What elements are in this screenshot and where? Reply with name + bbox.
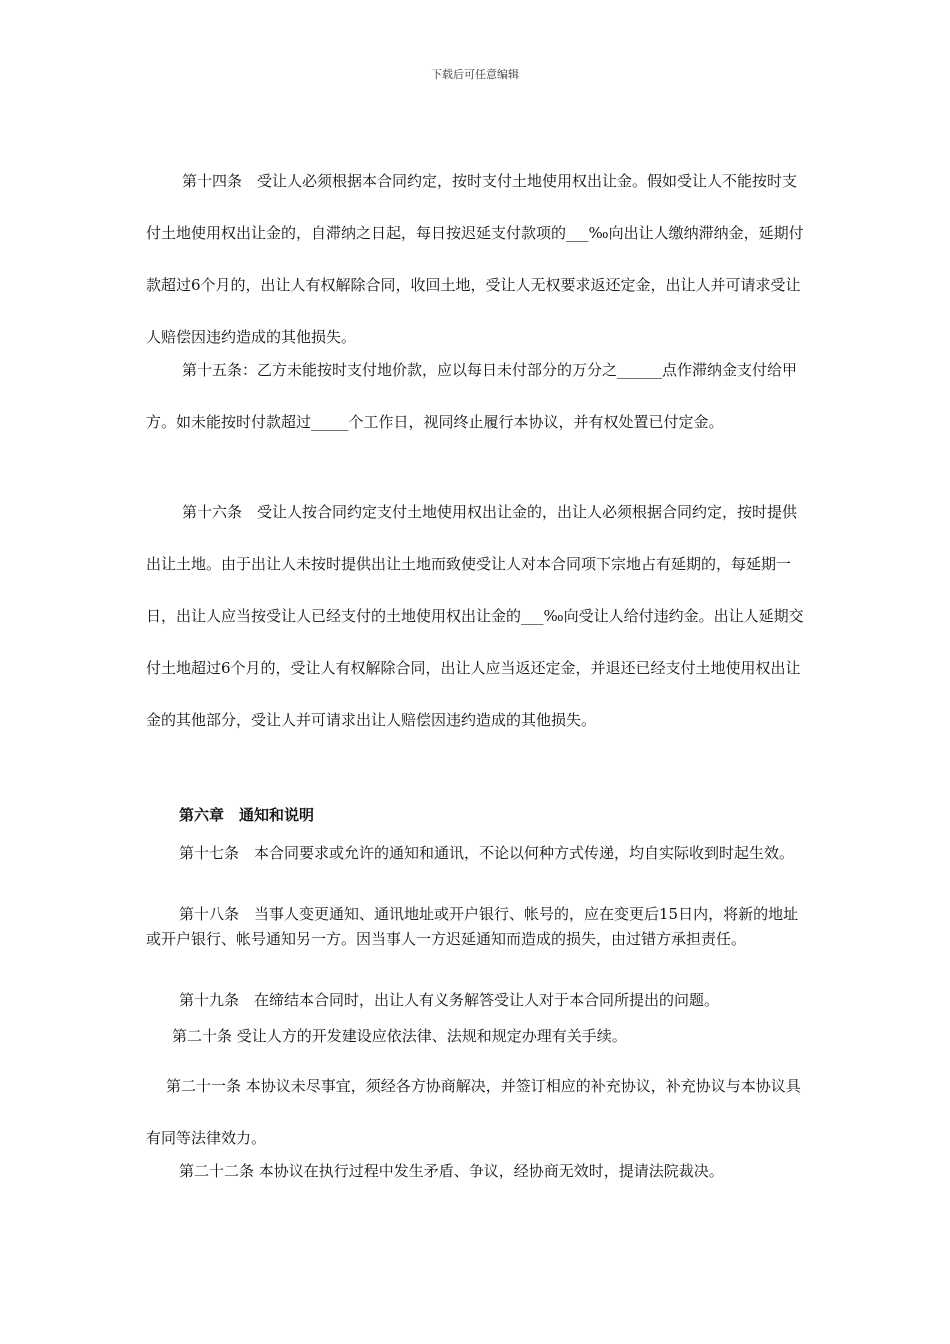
article-20: 第二十条 受让人方的开发建设应依法律、法规和规定办理有关手续。 (172, 1027, 627, 1045)
article-18: 第十八条 当事人变更通知、通讯地址或开户银行、帐号的，应在变更后15日内，将新的地址或开户银行、帐号通知另一方。因当事人一方迟延通知而造成的损失，由过错方承担责任。 (146, 905, 799, 948)
article-21: 第二十一条 本协议未尽事宜，须经各方协商解决，并签订相应的补充协议，补充协议与本协议具有同等法律效力。 (146, 1077, 801, 1147)
article-17: 第十七条 本合同要求或允许的通知和通讯，不论以何种方式传递，均自实际收到时起生效。 (179, 844, 795, 862)
article-19: 第十九条 在缔结本合同时，出让人有义务解答受让人对于本合同所提出的问题。 (179, 991, 720, 1009)
article-22: 第二十二条 本协议在执行过程中发生矛盾、争议，经协商无效时，提请法院裁决。 (179, 1162, 724, 1180)
article-16: 第十六条 受让人按合同约定支付土地使用权出让金的，出让人必须根据合同约定，按时提供出让土地。由于出让人未按时提供出让土地而致使受让人对本合同项下宗地占有延期的，每延期一日，出让人应当按受让人已经支付的土地使用权出让金的___‰向受让人给付违约金。出让人延期交付土地超过6个月的，受让人有权解除合同，出让人应当返还定金，并退还已经支付土地使用权出让金的其他部分，受让人并可请求出让人赔偿因违约造成的其他损失。 (146, 503, 804, 729)
article-15: 第十五条：乙方未能按时支付地价款，应以每日未付部分的万分之______点作滞纳金支付给甲方。如未能按时付款超过_____个工作日，视同终止履行本协议，并有权处置已付定金。 (146, 361, 798, 431)
page-header: 下载后可任意编辑 (431, 68, 519, 81)
chapter-6-heading: 第六章 通知和说明 (179, 806, 315, 824)
article-14: 第十四条 受让人必须根据本合同约定，按时支付土地使用权出让金。假如受让人不能按时支付土地使用权出让金的，自滞纳之日起，每日按迟延支付款项的___‰向出让人缴纳滞纳金，延期付款超过6个月的，出让人有权解除合同，收回土地，受让人无权要求返还定金，出让人并可请求受让人赔偿因违约造成的其他损失。 (146, 172, 804, 346)
